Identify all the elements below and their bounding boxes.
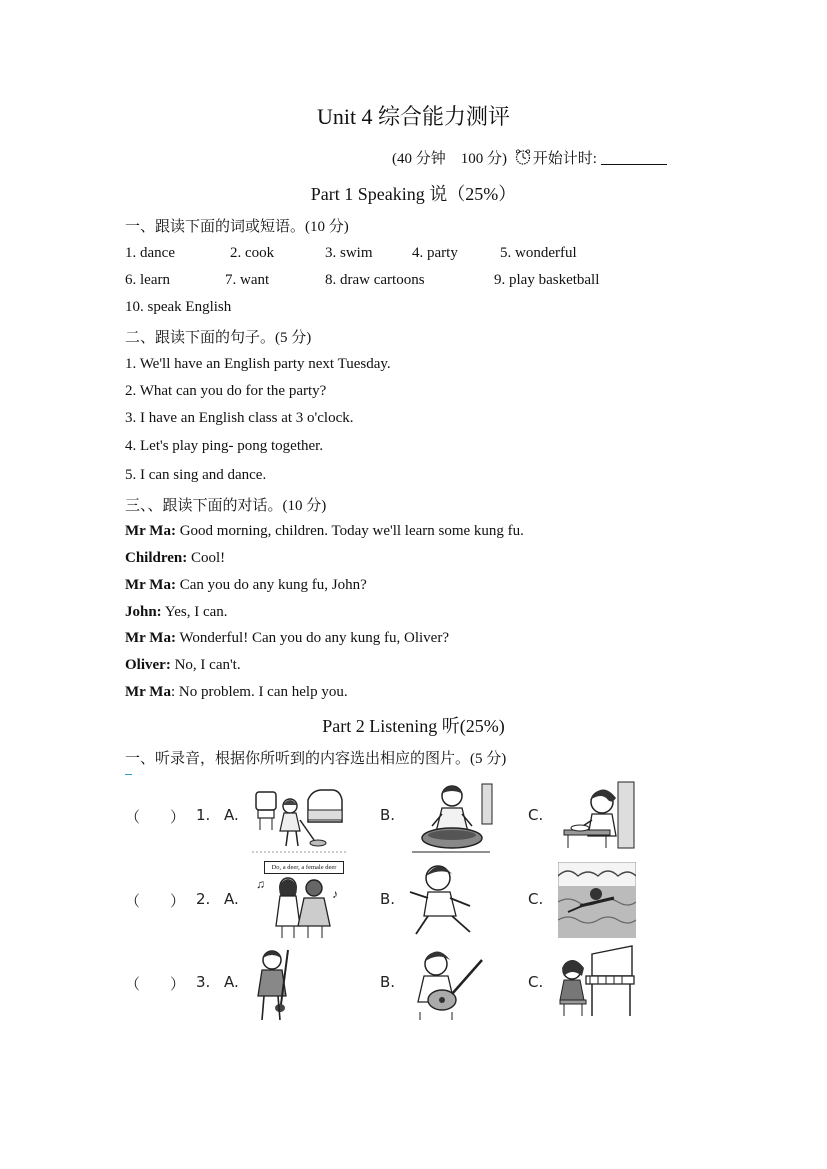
word-item: 9. play basketball	[494, 272, 600, 288]
part1-sec3-heading: 三、、跟读下面的对话。(10 分)	[125, 498, 327, 514]
utterance: Good morning, children. Today we'll learn some kung fu.	[175, 523, 524, 539]
speaker: Mr Ma:	[125, 523, 176, 539]
singing-image	[252, 860, 348, 940]
speaker: Mr Ma:	[125, 577, 176, 593]
option-label: B.	[380, 973, 396, 991]
start-timer-label: 开始计时:	[532, 151, 597, 167]
time-info	[392, 147, 667, 168]
part1-heading: Part 1 Speaking 说（25%）	[310, 184, 517, 204]
start-time-blank[interactable]	[601, 150, 667, 165]
dialogue-line	[125, 630, 449, 647]
utterance: : No problem. I can help you.	[170, 684, 348, 700]
word-item: 3. swim	[325, 245, 373, 261]
answer-paren[interactable]: （ ）	[125, 808, 186, 826]
answer-paren[interactable]: （ ）	[125, 892, 186, 910]
utterance: Yes, I can.	[161, 604, 228, 620]
word-item: 10. speak English	[125, 299, 232, 315]
answer-paren[interactable]: （ ）	[125, 975, 186, 993]
dialogue-line	[125, 523, 524, 540]
sentence-item: 3. I have an English class at 3 o'clock.	[125, 410, 354, 426]
piano-player-image	[556, 944, 638, 1022]
option-label: B.	[380, 890, 396, 908]
option-label: A.	[224, 973, 239, 991]
speech-bubble: Do, a deer, a female deer	[264, 861, 344, 874]
option-label: A.	[224, 806, 239, 824]
dialogue-line	[125, 684, 348, 701]
word-item: 7. want	[225, 272, 270, 288]
clock-icon	[515, 149, 531, 165]
word-item: 6. learn	[125, 272, 170, 288]
sentence-item: 4. Let's play ping- pong together.	[125, 438, 324, 454]
option-label: A.	[224, 890, 239, 908]
word-item: 8. draw cartoons	[325, 272, 425, 288]
swimming-image	[558, 862, 636, 938]
girl-eating-image	[558, 778, 638, 854]
speaker: Mr Ma	[125, 684, 171, 700]
kung-fu-boy-image	[404, 858, 484, 938]
question-number: 2.	[196, 890, 211, 908]
utterance: Cool!	[187, 550, 226, 566]
page-title: Unit 4 综合能力测评	[316, 104, 511, 129]
word-item: 1. dance	[125, 245, 175, 261]
speaker: Children:	[125, 550, 188, 566]
utterance: Can you do any kung fu, John?	[175, 577, 367, 593]
sentence-item: 5. I can sing and dance.	[125, 467, 267, 483]
word-item: 2. cook	[230, 245, 275, 261]
option-label: C.	[528, 806, 544, 824]
utterance: No, I can't.	[170, 657, 241, 673]
part2-heading: Part 2 Listening 听(25%)	[322, 716, 505, 736]
question-number: 3.	[196, 973, 211, 991]
part2-sec1-heading: 一、听录音，根据你所听到的内容选出相应的图片。(5 分)	[125, 751, 507, 767]
word-item: 5. wonderful	[500, 245, 577, 261]
time-limit-text: (40 分钟 100 分)	[392, 151, 507, 167]
sentence-item: 1. We'll have an English party next Tuesday.	[125, 356, 391, 372]
speaker: John:	[125, 604, 162, 620]
cleaning-room-image	[252, 780, 346, 856]
option-label: C.	[528, 973, 544, 991]
svg-text:♪: ♪	[332, 887, 338, 901]
dialogue-line	[125, 550, 225, 567]
speaker: Oliver:	[125, 657, 171, 673]
erhu-player-image	[250, 946, 298, 1022]
speaker: Mr Ma:	[125, 630, 176, 646]
sentence-item: 2. What can you do for the party?	[125, 383, 327, 399]
part1-sec1-heading: 一、跟读下面的词或短语。(10 分)	[125, 219, 349, 235]
question-number: 1.	[196, 806, 211, 824]
cursor-mark	[125, 774, 132, 775]
svg-text:♫: ♫	[256, 877, 265, 891]
dialogue-line	[125, 657, 241, 674]
dialogue-line	[125, 577, 367, 594]
part1-sec2-heading: 二、跟读下面的句子。(5 分)	[125, 330, 312, 346]
cooking-girl-image	[408, 778, 494, 856]
dialogue-line	[125, 604, 228, 621]
option-label: C.	[528, 890, 544, 908]
guitar-player-image	[406, 946, 488, 1022]
option-label: B.	[380, 806, 396, 824]
utterance: Wonderful! Can you do any kung fu, Oliver?	[175, 630, 449, 646]
word-item: 4. party	[412, 245, 458, 261]
